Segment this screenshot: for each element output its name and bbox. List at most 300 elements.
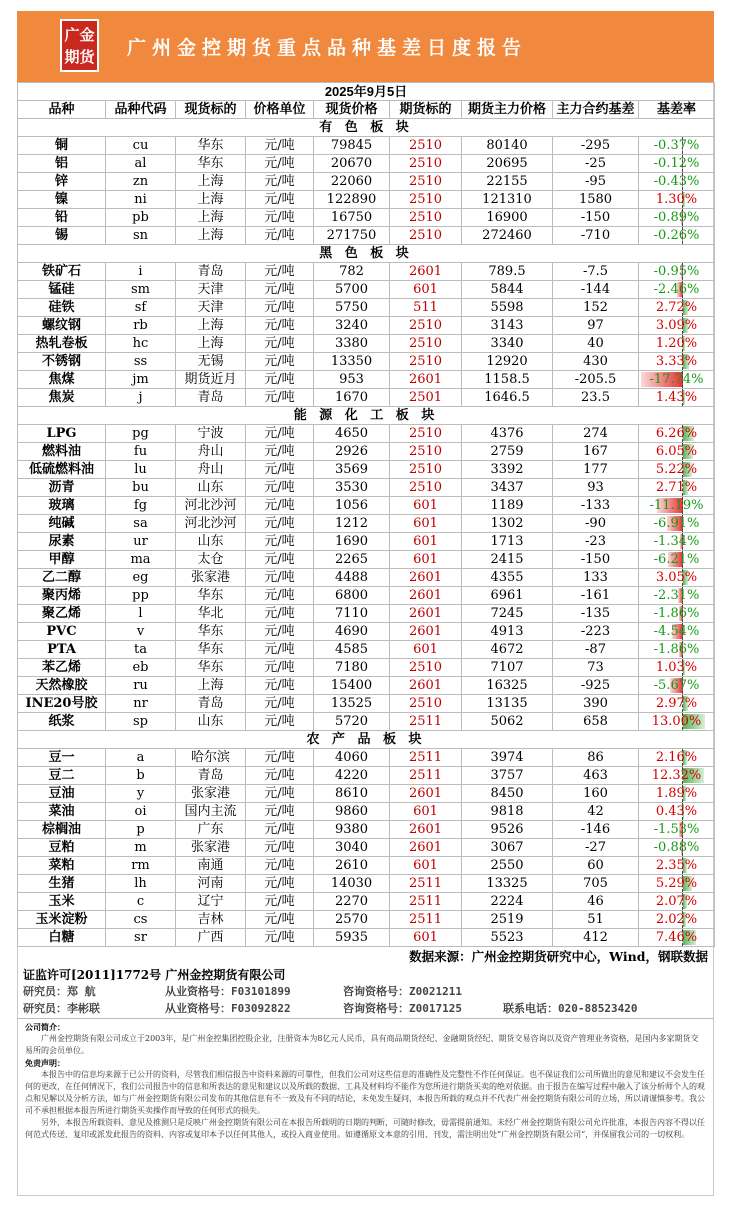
section-header-row xyxy=(18,407,715,425)
spot-price: 4488 xyxy=(314,569,390,587)
price-unit: 元/吨 xyxy=(246,803,314,821)
basis-rate-value: -0.89% xyxy=(653,210,700,225)
price-unit: 元/吨 xyxy=(246,785,314,803)
basis-rate-cell xyxy=(639,587,715,605)
price-unit: 元/吨 xyxy=(246,425,314,443)
basis-rate-value: -5.67% xyxy=(653,678,700,693)
commodity-name: 铅 xyxy=(18,209,106,227)
table-row xyxy=(18,623,715,641)
basis-rate-cell xyxy=(639,317,715,335)
commodity-name: PVC xyxy=(18,623,106,641)
spot-location: 青岛 xyxy=(176,263,246,281)
price-unit: 元/吨 xyxy=(246,515,314,533)
spot-price: 20670 xyxy=(314,155,390,173)
spot-price: 2926 xyxy=(314,443,390,461)
basis-value: 1580 xyxy=(553,191,639,209)
basis-rate-cell xyxy=(639,371,715,389)
table-row xyxy=(18,515,715,533)
futures-contract: 2511 xyxy=(390,893,462,911)
table-row xyxy=(18,641,715,659)
futures-price: 1189 xyxy=(462,497,553,515)
basis-rate-cell xyxy=(639,515,715,533)
futures-price: 4672 xyxy=(462,641,553,659)
futures-price: 3392 xyxy=(462,461,553,479)
col-header-basis-rate: 基差率 xyxy=(639,101,715,119)
table-row xyxy=(18,263,715,281)
commodity-name: LPG xyxy=(18,425,106,443)
commodity-code: pg xyxy=(106,425,176,443)
futures-price: 20695 xyxy=(462,155,553,173)
table-row xyxy=(18,839,715,857)
futures-contract: 601 xyxy=(390,551,462,569)
basis-rate-cell xyxy=(639,299,715,317)
spot-location: 华东 xyxy=(176,623,246,641)
basis-value: 152 xyxy=(553,299,639,317)
spot-price: 79845 xyxy=(314,137,390,155)
price-unit: 元/吨 xyxy=(246,911,314,929)
col-header-contract: 期货标的 xyxy=(390,101,462,119)
price-unit: 元/吨 xyxy=(246,551,314,569)
futures-contract: 2510 xyxy=(390,353,462,371)
spot-location: 山东 xyxy=(176,713,246,731)
commodity-code: eg xyxy=(106,569,176,587)
futures-price: 7245 xyxy=(462,605,553,623)
futures-price: 789.5 xyxy=(462,263,553,281)
spot-price: 3380 xyxy=(314,335,390,353)
basis-rate-cell xyxy=(639,425,715,443)
basis-rate-value: 1.43% xyxy=(655,390,698,405)
futures-contract: 601 xyxy=(390,515,462,533)
spot-location: 华东 xyxy=(176,137,246,155)
futures-contract: 2511 xyxy=(390,749,462,767)
table-row xyxy=(18,713,715,731)
report-date: 2025年9月5日 xyxy=(18,83,715,101)
price-unit: 元/吨 xyxy=(246,569,314,587)
basis-rate-value: 0.43% xyxy=(655,804,698,819)
commodity-code: rb xyxy=(106,317,176,335)
commodity-code: b xyxy=(106,767,176,785)
table-row xyxy=(18,821,715,839)
commodity-code: sa xyxy=(106,515,176,533)
futures-price: 7107 xyxy=(462,659,553,677)
commodity-name: 豆二 xyxy=(18,767,106,785)
disclaimer-block xyxy=(17,1018,714,1196)
price-unit: 元/吨 xyxy=(246,371,314,389)
license-line: 证监许可[2011]1772号 广州金控期货有限公司 xyxy=(23,968,286,982)
futures-price: 22155 xyxy=(462,173,553,191)
futures-price: 272460 xyxy=(462,227,553,245)
spot-price: 953 xyxy=(314,371,390,389)
basis-value: -205.5 xyxy=(553,371,639,389)
analyst-consult-id: 咨询资格号：Z0017125 xyxy=(343,1002,462,1015)
col-header-code: 品种代码 xyxy=(106,101,176,119)
basis-rate-cell xyxy=(639,137,715,155)
spot-price: 5750 xyxy=(314,299,390,317)
basis-rate-cell xyxy=(639,353,715,371)
commodity-name: 燃料油 xyxy=(18,443,106,461)
basis-rate-value: 3.09% xyxy=(655,318,698,333)
commodity-name: 锌 xyxy=(18,173,106,191)
analyst-qualification: 从业资格号：F03101899 xyxy=(165,985,291,998)
futures-contract: 601 xyxy=(390,803,462,821)
price-unit: 元/吨 xyxy=(246,479,314,497)
basis-rate-cell xyxy=(639,659,715,677)
disclaimer-title: 免责声明： xyxy=(25,1058,65,1068)
basis-rate-value: -4.54% xyxy=(653,624,700,639)
futures-price: 2415 xyxy=(462,551,553,569)
header-row xyxy=(18,101,715,119)
table-row xyxy=(18,317,715,335)
price-unit: 元/吨 xyxy=(246,713,314,731)
spot-location: 太仓 xyxy=(176,551,246,569)
commodity-name: 豆粕 xyxy=(18,839,106,857)
table-row xyxy=(18,749,715,767)
table-row xyxy=(18,911,715,929)
company-intro-title: 公司简介： xyxy=(25,1022,65,1032)
price-unit: 元/吨 xyxy=(246,299,314,317)
table-row xyxy=(18,551,715,569)
basis-value: -25 xyxy=(553,155,639,173)
futures-contract: 2510 xyxy=(390,479,462,497)
futures-price: 3437 xyxy=(462,479,553,497)
spot-price: 1670 xyxy=(314,389,390,407)
basis-value: -144 xyxy=(553,281,639,299)
analyst-consult-id: 咨询资格号：Z0021211 xyxy=(343,985,462,998)
futures-price: 4355 xyxy=(462,569,553,587)
spot-location: 上海 xyxy=(176,335,246,353)
spot-location: 青岛 xyxy=(176,767,246,785)
commodity-code: ur xyxy=(106,533,176,551)
futures-price: 16325 xyxy=(462,677,553,695)
basis-rate-cell xyxy=(639,173,715,191)
table-row xyxy=(18,479,715,497)
spot-price: 2270 xyxy=(314,893,390,911)
basis-rate-value: 2.72% xyxy=(655,300,698,315)
spot-price: 271750 xyxy=(314,227,390,245)
commodity-code: m xyxy=(106,839,176,857)
basis-rate-value: -1.86% xyxy=(653,642,700,657)
commodity-name: 不锈钢 xyxy=(18,353,106,371)
basis-rate-value: 2.35% xyxy=(655,858,698,873)
table-row xyxy=(18,353,715,371)
basis-rate-value: -0.95% xyxy=(653,264,700,279)
commodity-name: 沥青 xyxy=(18,479,106,497)
basis-value: 177 xyxy=(553,461,639,479)
commodity-name: 焦煤 xyxy=(18,371,106,389)
spot-price: 2610 xyxy=(314,857,390,875)
futures-price: 3757 xyxy=(462,767,553,785)
table-row xyxy=(18,785,715,803)
basis-value: 97 xyxy=(553,317,639,335)
futures-price: 12920 xyxy=(462,353,553,371)
commodity-name: 硅铁 xyxy=(18,299,106,317)
futures-price: 1302 xyxy=(462,515,553,533)
spot-price: 8610 xyxy=(314,785,390,803)
price-unit: 元/吨 xyxy=(246,191,314,209)
table-row xyxy=(18,389,715,407)
table-row xyxy=(18,569,715,587)
price-unit: 元/吨 xyxy=(246,677,314,695)
commodity-name: 螺纹钢 xyxy=(18,317,106,335)
commodity-name: 生猪 xyxy=(18,875,106,893)
commodity-name: 铜 xyxy=(18,137,106,155)
futures-contract: 2510 xyxy=(390,173,462,191)
basis-rate-value: -17.74% xyxy=(649,372,704,387)
spot-price: 9380 xyxy=(314,821,390,839)
basis-rate-cell xyxy=(639,641,715,659)
basis-rate-cell xyxy=(639,263,715,281)
futures-price: 6961 xyxy=(462,587,553,605)
basis-value: -87 xyxy=(553,641,639,659)
basis-value: -23 xyxy=(553,533,639,551)
table-row xyxy=(18,191,715,209)
basis-value: -710 xyxy=(553,227,639,245)
commodity-code: sr xyxy=(106,929,176,947)
commodity-name: 热轧卷板 xyxy=(18,335,106,353)
spot-price: 3530 xyxy=(314,479,390,497)
futures-contract: 601 xyxy=(390,641,462,659)
commodity-name: 纯碱 xyxy=(18,515,106,533)
spot-location: 无锡 xyxy=(176,353,246,371)
basis-rate-cell xyxy=(639,677,715,695)
analyst-phone: 联系电话：020-88523420 xyxy=(503,1002,638,1015)
spot-price: 14030 xyxy=(314,875,390,893)
disclaimer-text: 本报告中的信息均来源于已公开的资料，尽管我们相信报告中资料来源的可靠性，但我们公司对这些信息的准确性及完整性不作任何保证。也不保证我们公司所做出的意见和建议不会发生任何的更改，在任何情况下，我们公司报告中的信息和所表达的意见和建议以及所载的数据、工具及材料均不能作为您所进行期货买卖的绝对依据。由于报告在编写过程中融入了该分析师个人的观点和见解以及分析方法，如与广州金控期货有限公司发布的其他信息有不一致及有不同的结论，未免发生疑问，本报告所载的观点并不代表广州金控期货有限公司的立场，所以请谨慎参考。我公司不承担根据本报告所进行期货买卖操作而导致的任何形式的损失。 xyxy=(25,1070,705,1115)
table-row xyxy=(18,227,715,245)
futures-contract: 2511 xyxy=(390,875,462,893)
spot-location: 河北沙河 xyxy=(176,515,246,533)
spot-location: 张家港 xyxy=(176,839,246,857)
basis-rate-cell xyxy=(639,191,715,209)
analyst-role: 研究员：李彬联 xyxy=(23,1002,100,1015)
basis-rate-cell xyxy=(639,785,715,803)
price-unit: 元/吨 xyxy=(246,821,314,839)
spot-price: 6800 xyxy=(314,587,390,605)
table-row xyxy=(18,425,715,443)
futures-price: 2550 xyxy=(462,857,553,875)
basis-value: -150 xyxy=(553,209,639,227)
basis-value: -146 xyxy=(553,821,639,839)
table-row xyxy=(18,443,715,461)
section-title: 能 源 化 工 板 块 xyxy=(18,407,715,425)
commodity-name: INE20号胶 xyxy=(18,695,106,713)
spot-location: 上海 xyxy=(176,191,246,209)
basis-rate-cell xyxy=(639,209,715,227)
basis-value: 160 xyxy=(553,785,639,803)
price-unit: 元/吨 xyxy=(246,209,314,227)
futures-contract: 2601 xyxy=(390,839,462,857)
section-title: 黑 色 板 块 xyxy=(18,245,715,263)
spot-location: 天津 xyxy=(176,299,246,317)
spot-price: 2265 xyxy=(314,551,390,569)
commodity-code: sp xyxy=(106,713,176,731)
futures-contract: 2601 xyxy=(390,587,462,605)
futures-contract: 2601 xyxy=(390,569,462,587)
table-row xyxy=(18,281,715,299)
basis-rate-value: 2.97% xyxy=(655,696,698,711)
basis-rate-value: -1.34% xyxy=(653,534,700,549)
commodity-code: sf xyxy=(106,299,176,317)
basis-value: 93 xyxy=(553,479,639,497)
commodity-name: 玉米 xyxy=(18,893,106,911)
price-unit: 元/吨 xyxy=(246,353,314,371)
spot-price: 13350 xyxy=(314,353,390,371)
futures-contract: 2510 xyxy=(390,191,462,209)
spot-price: 9860 xyxy=(314,803,390,821)
commodity-name: 棕榈油 xyxy=(18,821,106,839)
table-row xyxy=(18,929,715,947)
basis-rate-cell xyxy=(639,695,715,713)
futures-contract: 2510 xyxy=(390,137,462,155)
price-unit: 元/吨 xyxy=(246,461,314,479)
price-unit: 元/吨 xyxy=(246,875,314,893)
commodity-name: PTA xyxy=(18,641,106,659)
date-row xyxy=(18,83,715,101)
price-unit: 元/吨 xyxy=(246,857,314,875)
spot-location: 吉林 xyxy=(176,911,246,929)
basis-rate-cell xyxy=(639,749,715,767)
basis-rate-value: 12.32% xyxy=(651,768,702,783)
futures-contract: 2501 xyxy=(390,389,462,407)
col-header-futures-price: 期货主力价格 xyxy=(462,101,553,119)
spot-price: 5720 xyxy=(314,713,390,731)
commodity-name: 铝 xyxy=(18,155,106,173)
basis-rate-value: 1.03% xyxy=(655,660,698,675)
spot-location: 天津 xyxy=(176,281,246,299)
spot-location: 国内主流 xyxy=(176,803,246,821)
futures-contract: 511 xyxy=(390,299,462,317)
price-unit: 元/吨 xyxy=(246,497,314,515)
basis-table xyxy=(17,82,715,947)
futures-contract: 2511 xyxy=(390,767,462,785)
analyst-role: 研究员：郑 航 xyxy=(23,985,96,998)
basis-value: -295 xyxy=(553,137,639,155)
commodity-name: 甲醇 xyxy=(18,551,106,569)
col-header-basis: 主力合约基差 xyxy=(553,101,639,119)
commodity-code: eb xyxy=(106,659,176,677)
commodity-code: ru xyxy=(106,677,176,695)
basis-value: 658 xyxy=(553,713,639,731)
commodity-name: 豆油 xyxy=(18,785,106,803)
spot-location: 上海 xyxy=(176,209,246,227)
basis-rate-value: 5.22% xyxy=(655,462,698,477)
spot-location: 华东 xyxy=(176,155,246,173)
basis-value: -925 xyxy=(553,677,639,695)
commodity-name: 聚丙烯 xyxy=(18,587,106,605)
futures-price: 4913 xyxy=(462,623,553,641)
commodity-name: 白糖 xyxy=(18,929,106,947)
basis-rate-cell xyxy=(639,551,715,569)
basis-value: -133 xyxy=(553,497,639,515)
section-title: 农 产 品 板 块 xyxy=(18,731,715,749)
basis-rate-value: 2.71% xyxy=(655,480,698,495)
basis-value: -135 xyxy=(553,605,639,623)
futures-price: 5062 xyxy=(462,713,553,731)
basis-rate-cell xyxy=(639,227,715,245)
spot-location: 南通 xyxy=(176,857,246,875)
commodity-code: y xyxy=(106,785,176,803)
commodity-code: v xyxy=(106,623,176,641)
table-row xyxy=(18,155,715,173)
basis-rate-cell xyxy=(639,443,715,461)
price-unit: 元/吨 xyxy=(246,227,314,245)
basis-rate-cell xyxy=(639,803,715,821)
analyst-line xyxy=(23,1000,637,1016)
futures-contract: 2510 xyxy=(390,443,462,461)
spot-price: 7180 xyxy=(314,659,390,677)
spot-price: 4060 xyxy=(314,749,390,767)
logo-line2: 期货 xyxy=(64,48,95,66)
commodity-name: 锰硅 xyxy=(18,281,106,299)
price-unit: 元/吨 xyxy=(246,695,314,713)
basis-rate-value: -6.21% xyxy=(653,552,700,567)
spot-location: 上海 xyxy=(176,173,246,191)
futures-price: 3067 xyxy=(462,839,553,857)
basis-value: 42 xyxy=(553,803,639,821)
commodity-code: sn xyxy=(106,227,176,245)
spot-location: 上海 xyxy=(176,227,246,245)
spot-price: 22060 xyxy=(314,173,390,191)
commodity-name: 菜油 xyxy=(18,803,106,821)
futures-price: 9818 xyxy=(462,803,553,821)
commodity-code: fu xyxy=(106,443,176,461)
commodity-code: pb xyxy=(106,209,176,227)
col-header-name: 品种 xyxy=(18,101,106,119)
spot-price: 16750 xyxy=(314,209,390,227)
price-unit: 元/吨 xyxy=(246,893,314,911)
spot-price: 7110 xyxy=(314,605,390,623)
section-header-row xyxy=(18,119,715,137)
commodity-name: 锡 xyxy=(18,227,106,245)
basis-rate-value: 13.00% xyxy=(651,714,702,729)
commodity-name: 低硫燃料油 xyxy=(18,461,106,479)
futures-contract: 2601 xyxy=(390,821,462,839)
table-row xyxy=(18,461,715,479)
futures-contract: 601 xyxy=(390,497,462,515)
table-row xyxy=(18,533,715,551)
price-unit: 元/吨 xyxy=(246,173,314,191)
company-intro-text: 广州金控期货有限公司成立于2003年，是广州金控集团控股企业，注册资本为8亿元人民币，具有商品期货经纪、金融期货经纪、期货交易咨询以及资产管理业务资格，是国内多家期货交易所的会员单位。 xyxy=(25,1034,699,1055)
futures-contract: 601 xyxy=(390,281,462,299)
spot-price: 782 xyxy=(314,263,390,281)
price-unit: 元/吨 xyxy=(246,281,314,299)
table-row xyxy=(18,335,715,353)
spot-price: 1212 xyxy=(314,515,390,533)
basis-value: 60 xyxy=(553,857,639,875)
table-row xyxy=(18,767,715,785)
spot-location: 期货近月 xyxy=(176,371,246,389)
commodity-code: ta xyxy=(106,641,176,659)
spot-location: 哈尔滨 xyxy=(176,749,246,767)
basis-rate-cell xyxy=(639,335,715,353)
futures-contract: 2510 xyxy=(390,209,462,227)
commodity-code: al xyxy=(106,155,176,173)
spot-location: 华北 xyxy=(176,605,246,623)
table-row xyxy=(18,371,715,389)
commodity-code: ni xyxy=(106,191,176,209)
futures-contract: 2601 xyxy=(390,371,462,389)
futures-contract: 2510 xyxy=(390,155,462,173)
futures-contract: 601 xyxy=(390,533,462,551)
commodity-code: jm xyxy=(106,371,176,389)
spot-location: 山东 xyxy=(176,533,246,551)
basis-rate-cell xyxy=(639,623,715,641)
futures-price: 3974 xyxy=(462,749,553,767)
futures-contract: 2601 xyxy=(390,605,462,623)
basis-rate-cell xyxy=(639,281,715,299)
basis-value: -150 xyxy=(553,551,639,569)
spot-location: 青岛 xyxy=(176,695,246,713)
